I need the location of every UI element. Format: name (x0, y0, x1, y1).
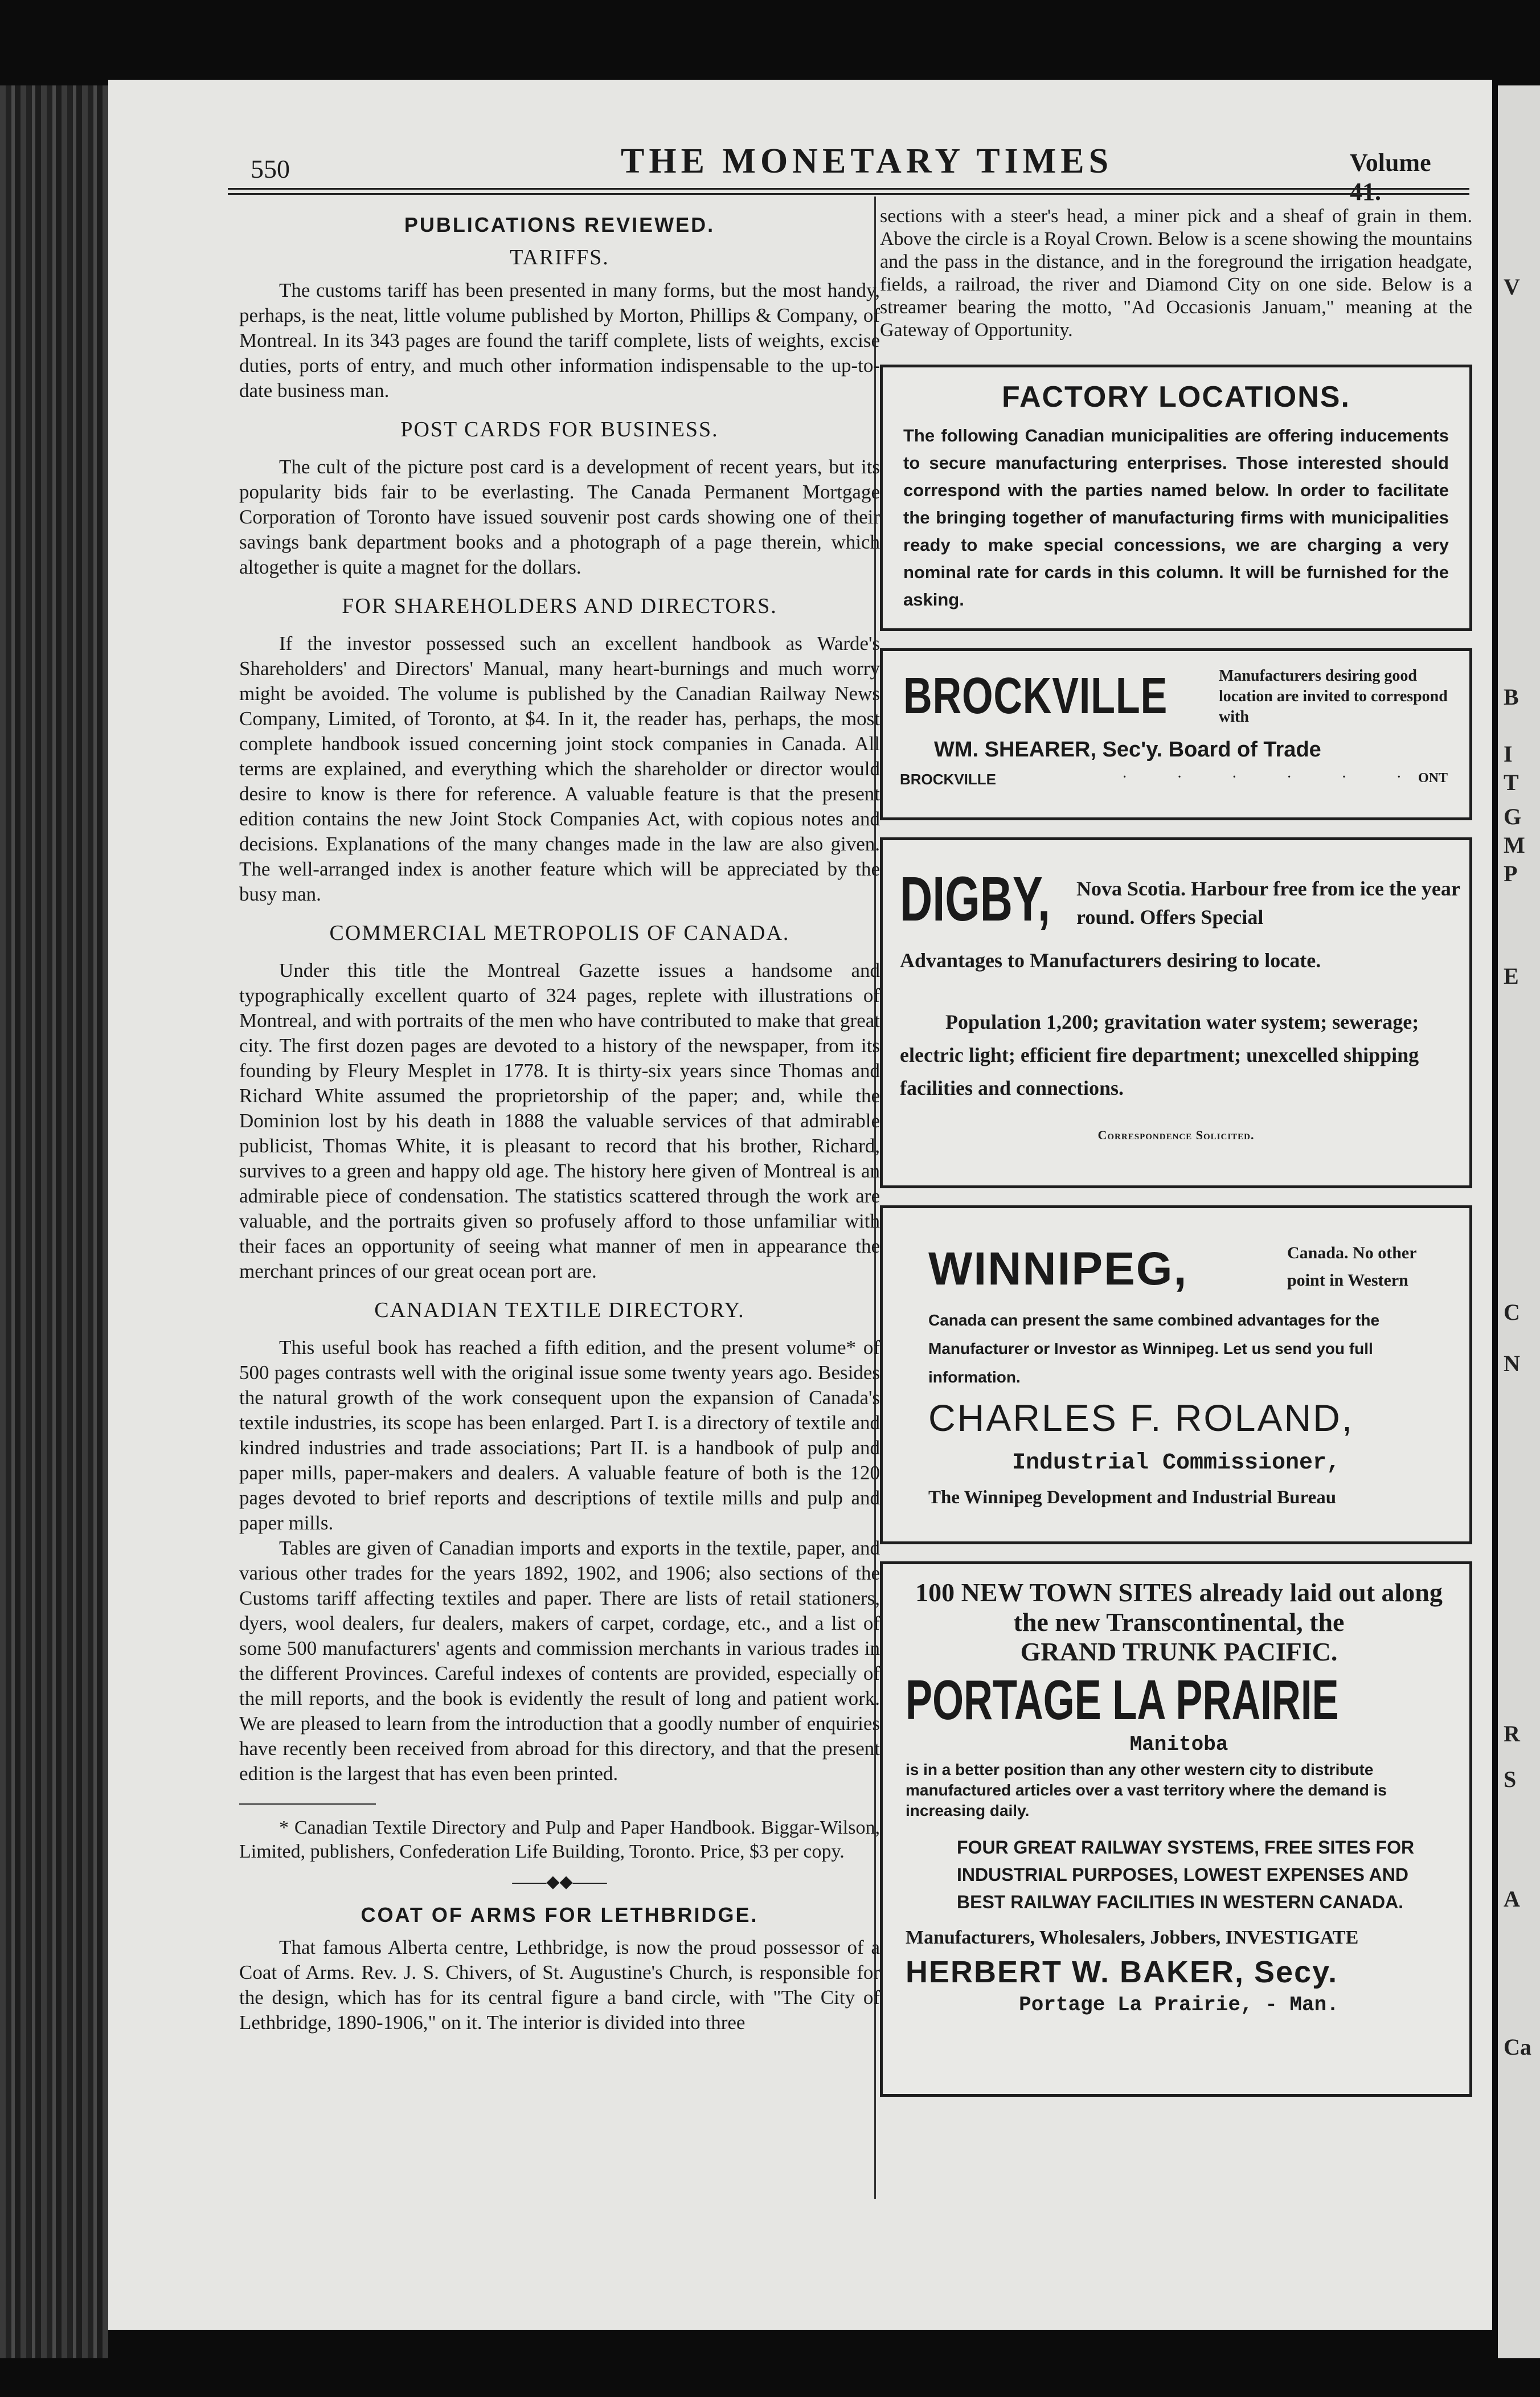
winnipeg-body: Canada can present the same combined advantages for the Manufacturer or Investor as Winnipeg. Let us send you full information. (928, 1311, 1380, 1386)
shareholders-article: If the investor possessed such an excellent handbook as Warde's Shareholders' and Directors' Manual, many heart-burnings and much worry might be avoided. The volume is published by the Canadian Railway News Company, Limited, of Toronto, at $4. In it, the reader has, perhaps, the most complete handbook issued concerning joint stock companies in Canada. All terms are explained, and everything which the shareholder or director would desire to know is there for reference. A valuable feature is that the present edition contains the new Joint Stock Companies Act, with copious notes and decisions. Explanations of the many changes made in the law are also given. The well-arranged index is another feature which will be appreciated by the busy man. (239, 632, 880, 905)
portage-railways: FOUR GREAT RAILWAY SYSTEMS, FREE SITES FOR INDUSTRIAL PURPOSES, LOWEST EXPENSES AND BEST RAILWAY FACILITIES IN WESTERN CANADA. (957, 1837, 1415, 1912)
brockville-address-town: BROCKVILLE (900, 771, 996, 788)
commercial-heading: COMMERCIAL METROPOLIS OF CANADA. (329, 921, 790, 945)
lethbridge-heading: COAT OF ARMS FOR LETHBRIDGE. (361, 1903, 759, 1926)
portage-town: PORTAGE LA PRAIRIE (906, 1668, 1339, 1731)
brockville-town: BROCKVILLE (903, 668, 1168, 725)
volume-label: Volume 41. (1350, 149, 1431, 206)
portage-province: Manitoba (1129, 1733, 1228, 1756)
portage-line2: GRAND TRUNK PACIFIC. (1020, 1637, 1338, 1666)
edge-fragment: T (1504, 770, 1519, 795)
edge-fragment: M (1504, 832, 1525, 858)
edge-fragment: E (1504, 963, 1519, 989)
edge-fragment: B (1504, 684, 1519, 710)
factory-locations-ad (880, 365, 1472, 631)
right-column (880, 205, 1472, 2114)
adjacent-page-edge (1498, 85, 1540, 2358)
edge-fragment: R (1504, 1721, 1520, 1746)
page-header (142, 138, 1452, 206)
journal-title: THE MONETARY TIMES (621, 142, 1113, 181)
digby-line4: Correspondence Solicited. (1097, 1128, 1255, 1142)
shareholders-heading: FOR SHAREHOLDERS AND DIRECTORS. (342, 594, 777, 618)
winnipeg-contact: CHARLES F. ROLAND, (928, 1397, 1354, 1439)
tariffs-heading: TARIFFS. (510, 246, 609, 269)
footnote: * Canadian Textile Directory and Pulp and Paper Handbook. Biggar-Wilson, Limited, publishers, Confederation Life Building, Toronto. Price, $3 per copy. (239, 1817, 880, 1862)
brockville-address-prov: ONT (1418, 771, 1448, 786)
digby-town: DIGBY, (900, 864, 1051, 934)
post-cards-article: The cult of the picture post card is a development of recent years, but its popularity bids fair to be everlasting. The Canada Permanent Mortgage Corporation of Toronto have issued souvenir post cards showing one of their savings bank department books and a photograph of a page therein, which altogether is quite a magnet for the dollars. (239, 456, 880, 578)
edge-fragment: P (1504, 861, 1518, 886)
lethbridge-continued: sections with a steer's head, a miner pick and a sheaf of grain in them. Above the circle is a Royal Crown. Below is a scene showing the mountains and the pass in the distance, and in the foreground the irrigation headgate, fields, a railroad, the river and Diamond City on one side. Below is a streamer bearing the motto, "Ad Occasionis Januam," meaning at the Gateway of Opportunity. (880, 206, 1472, 341)
commercial-article: Under this title the Montreal Gazette issues a handsome and typographically excellent quarto of 324 pages, replete with illustrations of Montreal, and with portraits of the men who have contributed to make that great city. The first dozen pages are devoted to a history of the newspaper, from its founding by Fleury Mesplet in 1778. It is thirty-six years since Thomas and Richard White assumed the proprietorship of the paper; and, while the Dominion lost by his death in 1888 the valuable services of that admirable publicist, Thomas White, it is pleasant to record that his brother, Richard, survives to a green and happy old age. The history here given of Montreal is an admirable piece of condensation. The statistics scattered through the work are valuable, and the portraits given so profusely afford to those unfamiliar with their faces an opportunity of seeing what manner of men in appearance the merchant princes of our great ocean port are. (239, 959, 880, 1282)
digby-line3: Population 1,200; gravitation water system; sewerage; electric light; efficient fire department; unexcelled shipping facilities and connections. (900, 1011, 1419, 1099)
textile-article-part2: Tables are given of Canadian imports and exports in the textile, paper, and various other trades for the years 1892, 1902, and 1906; also sections of the Customs tariff affecting textiles and paper. There are lists of retail stationers, dyers, wool dealers, fur dealers, makers of carpet, cordage, etc., and a list of some 500 manufacturers' agents and commission merchants in various trades in the different Provinces. Careful indexes of contents are provided, especially of the mill reports, and the book is evidently the result of long and patient work. We are pleased to learn from the introduction that a goodly number of enquiries have recently been received from abroad for this directory, and that the present edition is the largest that has even been printed. (239, 1537, 880, 1785)
digby-ad (880, 837, 1472, 1188)
portage-la-prairie-ad (880, 1561, 1472, 2097)
edge-fragment: I (1504, 741, 1513, 767)
portage-call: Manufacturers, Wholesalers, Jobbers, INVESTIGATE (906, 1927, 1359, 1948)
brockville-ad (880, 648, 1472, 820)
edge-fragment: C (1504, 1299, 1520, 1325)
portage-contact: HERBERT W. BAKER, Secy. (906, 1955, 1338, 1989)
header-rule (228, 188, 1469, 195)
edge-fragment: N (1504, 1351, 1520, 1376)
brockville-contact: WM. SHEARER, Sec'y. Board of Trade (934, 738, 1321, 762)
edge-fragment: A (1504, 1886, 1520, 1912)
left-column (239, 205, 880, 2035)
brockville-note: Manufacturers desiring good location are invited to correspond with (1219, 667, 1448, 726)
post-cards-heading: POST CARDS FOR BUSINESS. (400, 418, 719, 441)
textile-heading: CANADIAN TEXTILE DIRECTORY. (374, 1298, 745, 1322)
edge-fragment: G (1504, 804, 1522, 829)
digby-line2: Advantages to Manufacturers desiring to locate. (900, 949, 1321, 972)
page-number: 550 (251, 154, 290, 183)
winnipeg-town: WINNIPEG, (928, 1243, 1188, 1295)
digby-line1: Nova Scotia. Harbour free from ice the year round. Offers Special (1076, 877, 1460, 928)
edge-fragment: S (1504, 1766, 1517, 1792)
winnipeg-bureau: The Winnipeg Development and Industrial Bureau (928, 1487, 1337, 1508)
lethbridge-article: That famous Alberta centre, Lethbridge, is now the proud possessor of a Coat of Arms. Rev. J. S. Chivers, of St. Augustine's Church, is responsible for the design, which has for its central figure a band circle, with "The City of Lethbridge, 1890-1906," on it. The interior is divided into three (239, 1936, 880, 2034)
winnipeg-note: Canada. No other point in Western (1287, 1244, 1416, 1290)
textile-article-part1: This useful book has reached a fifth edition, and the present volume* of 500 pages contrasts well with the original issue some twenty years ago. Besides the natural growth of the work consequent upon the expansion of Canada's textile industries, its scope has been enlarged. Part I. is a directory of textile and kindred industries and trade associations; Part II. is a handbook of pulp and paper mills, paper-makers and dealers. A valuable feature of both is the 120 pages devoted to brief reports and descriptions of textile mills and pulp and paper mills. (239, 1336, 880, 1534)
brockville-dots: · · · · · · (1122, 768, 1424, 786)
edge-fragment: V (1504, 274, 1520, 300)
edge-fragment: Ca (1504, 2034, 1531, 2060)
portage-address: Portage La Prairie, - Man. (1019, 1993, 1339, 2016)
footnote-rule (239, 1803, 376, 1805)
factory-ad-body: The following Canadian municipalities are offering inducements to secure manufacturing enterprises. Those interested should correspond with the parties named below. In order to facilitate the bringing together of manufacturing firms with municipalities ready to make special concessions, we are charging a very nominal rate for cards in this column. It will be furnished for the asking. (903, 426, 1449, 610)
section-title: PUBLICATIONS REVIEWED. (404, 213, 715, 236)
portage-body: is in a better position than any other western city to distribute manufactured articles over a vast territory where the demand is increasing daily. (906, 1761, 1387, 1819)
portage-line1: 100 NEW TOWN SITES already laid out along the new Transcontinental, the (915, 1578, 1443, 1637)
winnipeg-title: Industrial Commissioner, (1011, 1450, 1341, 1476)
winnipeg-ad (880, 1205, 1472, 1544)
book-binding (0, 85, 108, 2358)
factory-ad-title: FACTORY LOCATIONS. (1002, 381, 1350, 414)
tariffs-article: The customs tariff has been presented in many forms, but the most handy, perhaps, is the neat, little volume published by Morton, Phillips & Company, of Montreal. In its 343 pages are found the tariff complete, lists of weights, excise duties, ports of entry, and much other information indispensable to the up-to-date business man. (239, 279, 880, 402)
ornament-divider: ——◆◆—— (512, 1872, 607, 1891)
